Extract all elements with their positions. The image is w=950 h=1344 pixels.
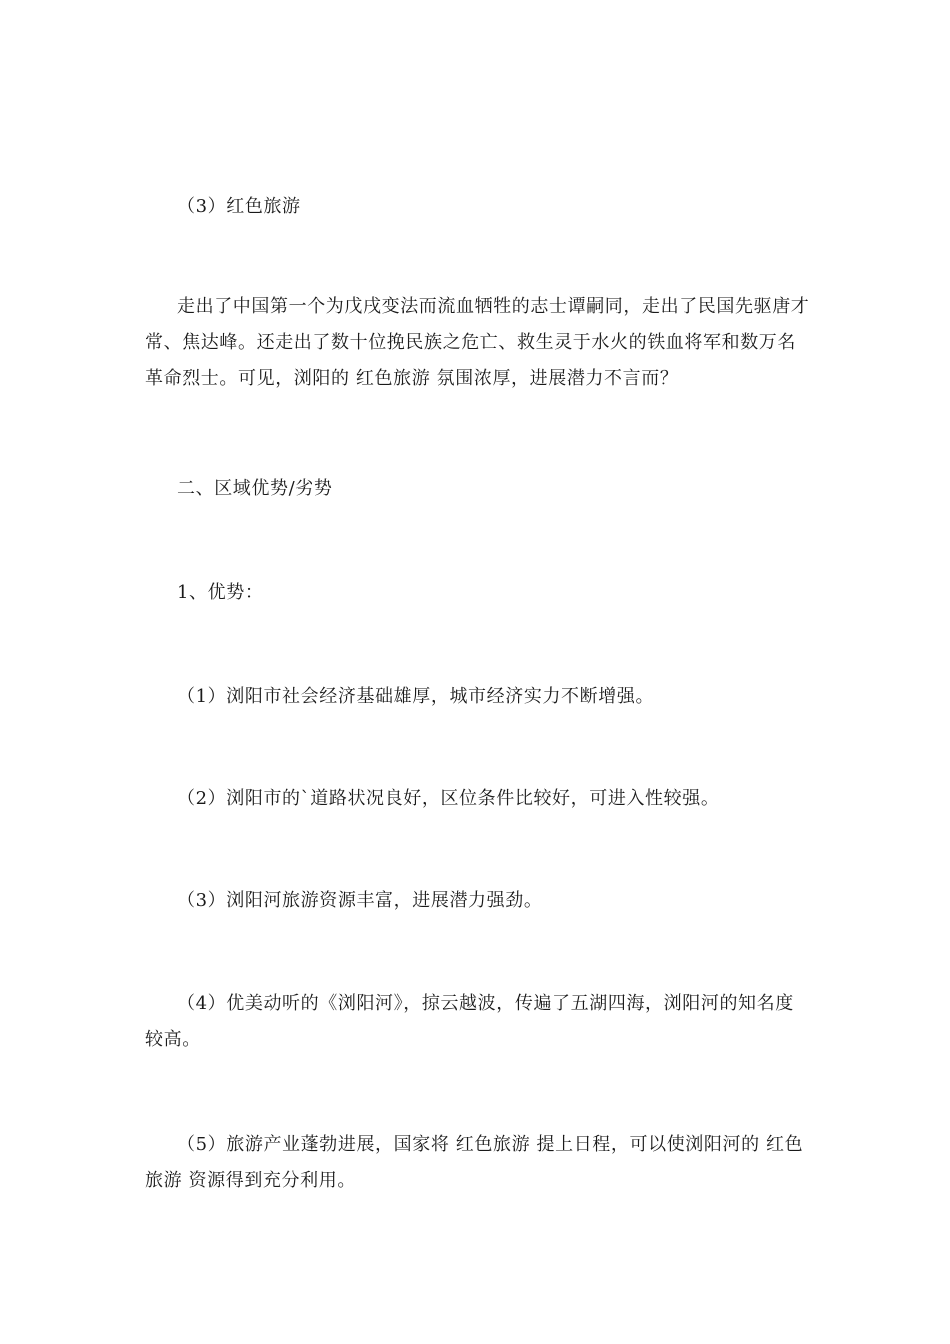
subheading-advantages: 1、优势：	[177, 582, 264, 603]
list-item-advantage-2: （2）浏阳市的`道路状况良好，区位条件比较好，可进入性较强。	[177, 788, 720, 809]
section-heading-regional-advantages: 二、区域优势/劣势	[177, 478, 333, 499]
list-item-advantage-3: （3）浏阳河旅游资源丰富，进展潜力强劲。	[177, 890, 543, 911]
list-item-advantage-5: （5）旅游产业蓬勃进展，国家将 红色旅游 提上日程，可以使浏阳河的 红色旅游 资源得到充分利用。	[145, 1134, 804, 1191]
subheading-red-tourism: （3）红色旅游	[177, 196, 301, 217]
list-item-advantage-4: （4）优美动听的《浏阳河》，掠云越波，传遍了五湖四海，浏阳河的知名度较高。	[145, 993, 794, 1050]
paragraph-red-tourism-body: 走出了中国第一个为戊戌变法而流血牺牲的志士谭嗣同，走出了民国先驱唐才常、焦达峰。还走出了数十位挽民族之危亡、救生灵于水火的铁血将军和数万名革命烈士。可见，浏阳的 红色旅游 氛围浓厚，进展潜力不言而？	[145, 296, 810, 389]
list-item-advantage-1: （1）浏阳市社会经济基础雄厚，城市经济实力不断增强。	[177, 686, 655, 707]
